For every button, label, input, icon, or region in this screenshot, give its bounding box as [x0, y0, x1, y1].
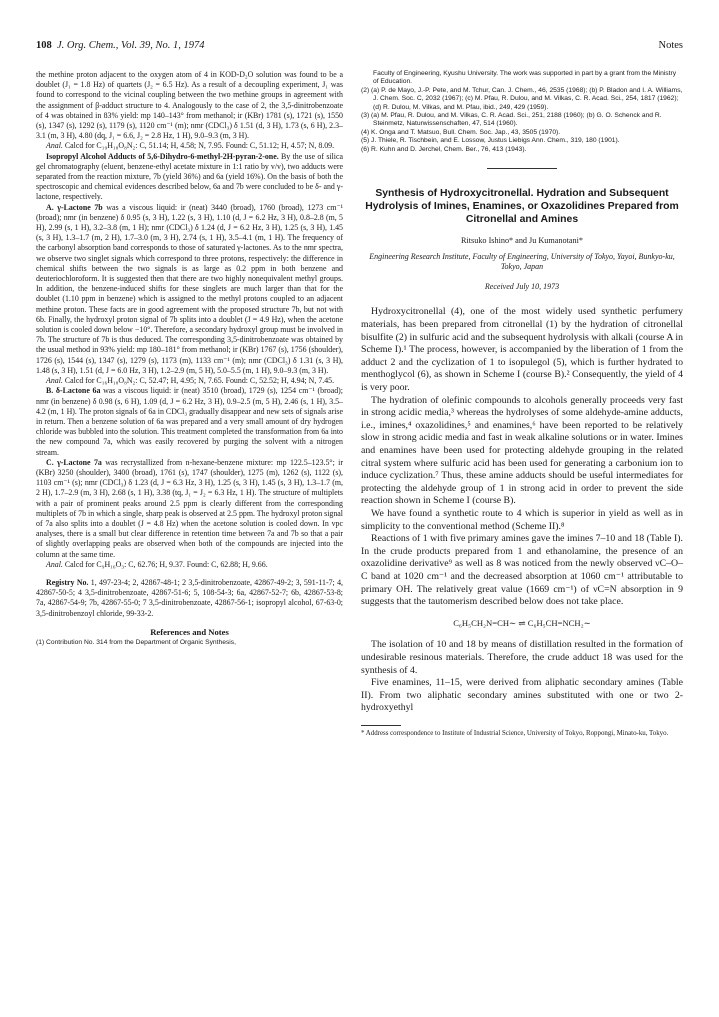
text: was a viscous liquid: ir (neat) 3440 (broad), 1760 (broad), 1273 cm⁻¹ (broad); nmr (in benzene) δ 0.95 (s, 3 H), 1.22 (s, 3 H), 1.10 (d, J = 6.2 Hz, 3 H), 0.8–2.8 (m, 5 H), 2.99 (s, 1 H), 3.2–3.8 (m, 1 H); nmr (CDCl₃) δ 1.24 (d, J = 6.2 Hz, 3 H), 1.25 (s, 3 H), 1.45 (s, 3 H), 1.3–1.7 (m, 2 H), 1.7–3.0 (m, 3 H), 2.74 (s, 1 H), 3.5–4.1 (m, 1 H). The frequency of the carbonyl absorption band corresponds to those of saturated γ-lactones. As to the nmr spectra, we observe two singlet signals which correspond to three protons, respectively: the difference in chemical shifts between the two signals is as large as 0.2 ppm in both benzene and deuteriochloroform. It is suggested then that there are two highly nonequivalent methyl groups. In addition, the benzene-induced shifts for these singlets are much larger than that for the doublet (1.10 ppm in benzene) which is assigned to the methyl protons coupled to an adjacent methine proton. These facts are in good agreement with the proposed structure 7b, but not with 6b. Finally, the hydroxyl proton signal of 7b splits into a doublet (J = 4.9 Hz), when the acetone solution is cooled down below −10°. Therefore, a secondary hydroxyl group must be involved in 7b. The structure of 7b is thus deduced. The corresponding 3,5-dinitrobenzoate was obtained by the usual method in 93% yield: mp 180–181° from methanol; ir (KBr) 1767 (s), 1756 (shoulder), 1726 (s), 1544 (s), 1347 (s), 1279 (s), 1173 (m), 1133 cm⁻¹ (m); nmr (CDCl₃) δ 1.31 (s, 3 H), 1.48 (s, 3 H), 1.51 (d, J = 6.0 Hz, 3 H), 1.2–2.9 (m, 5 H), 5.0–5.5 (m, 1 H), 9.0–9.3 (m, 3 H). [36, 202, 343, 375]
left-column [36, 70, 343, 647]
page-header [36, 40, 683, 60]
section-paragraph [36, 203, 343, 376]
footnote: * Address correspondence to Institute of Industrial Science, University of Tokyo, Roppongi, Minato-ku, Tokyo. [361, 729, 669, 737]
registry-paragraph [36, 578, 343, 619]
affiliation: Engineering Research Institute, Faculty of Engineering, University of Tokyo, Yayoi, Bunkyo-ku, Tokyo, Japan [369, 252, 675, 272]
references-continued [361, 70, 683, 154]
article-title: Synthesis of Hydroxycitronellal. Hydration and Subsequent Hydrolysis of Imines, Enamines, or Oxazolidines Prepared from Citronellal and Amines [365, 188, 679, 226]
references-heading: References and Notes [150, 626, 229, 637]
received-date: Received July 10, 1973 [484, 282, 560, 292]
section-name: Notes [658, 40, 683, 51]
reference-item: (4) K. Onga and T. Matsuo, Bull. Chem. Soc. Jap., 43, 3505 (1970). [361, 128, 561, 136]
page-number: 108 [36, 40, 52, 51]
paragraph: The hydration of olefinic compounds to alcohols generally proceeds very fast in strong acidic media,³ whereas the hydrolyses of some aldehyde-amine adducts, i.e., imines,⁴ oxazolidines,⁵ and enamines,⁶ have been reported to be relatively slow in strong acidic media and fast in weak alkaline solutions or in water. Imines and enamines have been used for protecting aldehyde grouping in the related citral system where sulfuric acid has been used for generating a carbonium ion to induce cyclization.⁷ Thus, these amine adducts should be useful intermediates for protecting the aldehyde group of 1 in strong acid in order to prevent the side reaction shown in Scheme I (course B). [361, 394, 683, 507]
analysis-paragraph [36, 376, 343, 386]
section-heading: Isopropyl Alcohol Adducts of 5,6-Dihydro-6-methyl-2H-pyran-2-one. [46, 151, 279, 161]
section-paragraph [36, 458, 343, 560]
text: Calcd for C₁₉H₁₈O₈N₂: C, 51.14; H, 4.58; N, 7.95. Found: C, 51.12; H, 4.57; N, 8.09. [64, 141, 335, 151]
section-divider [487, 168, 557, 169]
section-heading: B. δ-Lactone 6a [46, 386, 101, 396]
section-paragraph [36, 386, 343, 457]
article-body [361, 306, 683, 714]
paragraph: The isolation of 10 and 18 by means of distillation resulted in the formation of undesirable resinous materials. Therefore, the crude adduct 18 was used for the synthesis of 4. [361, 639, 683, 676]
label: Anal. [46, 376, 63, 386]
text: was a viscous liquid: ir (neat) 3510 (broad), 1729 (s), 1254 cm⁻¹ (broad); nmr (in benzene) δ 0.98 (s, 6 H), 1.09 (d, J = 6.2 Hz, 3 H), 0.9–2.5 (m, 5 H), 2.46 (s, 1 H), 3.5–4.2 (m, 1 H). The proton signals of 6a in CDCl₃ gradually disappear and new sets of signals arise in return. Then a benzene solution of 6a was prepared and a very small amount of dry hydrogen chloride was bubbled into the solution. This treatment completed the transformation from 6a into the new compound 7a, which was easily recovered by purging the solvent with a nitrogen stream. [36, 386, 343, 457]
paragraph: Hydroxycitronellal (4), one of the most widely used synthetic perfumery materials, has been prepared from citronellal (1) by the hydration of citronellal bisulfite (2) in sulfuric acid and the subsequent hydrolysis with alkali (course A in Scheme I).¹ The process, however, is accompanied by the liberation of 1 from the adduct 2 and the cyclization of 1 to isopulegol (5), which is further hydrated to menthoglycol (6), as shown in Scheme I (course B).² Consequently, the yield of 4 is very poor. [361, 306, 683, 394]
text: By the use of silica gel chromatography (eluent, benzene-ethyl acetate mixture in 1:1 ratio by v/v), two adducts were separated from the reaction mixture, 7b (yield 36%) and 6a (yield 16%). On the basis of both the spectroscopic and chemical evidences described below, 6a and 7b were concluded to be δ- and γ-lactone, respectively. [36, 151, 343, 202]
registry-text: 1, 497-23-4; 2, 42867-48-1; 2 3,5-dinitrobenzoate, 42867-49-2; 3, 591-11-7; 4, 42867-50-5; 4 3,5-dinitrobenzoate, 42867-51-6; 5, 108-54-3; 6a, 42867-52-7; 6b, 42867-53-8; 7a, 42867-54-9; 7b, 42867-55-0; 7 3,5-dinitrobenzoate, 42867-56-1; isopropyl alcohol, 67-63-0; 3,5-dinitrobenzoyl chloride, 99-33-2. [36, 577, 343, 618]
text: was recrystallized from n-hexane-benzene mixture: mp 122.5–123.5°; ir (KBr) 3250 (shoulder), 3400 (broad), 1761 (s), 1747 (shoulder), 1275 (m), 1262 (s), 1122 (s), 1103 cm⁻¹ (s); nmr (CDCl₃) δ 1.23 (d, J = 6.3 Hz, 3 H), 1.25 (s, 3 H), 1.45 (s, 3 H), 1.3–1.7 (m, 2 H), 1.7–2.9 (m, 3 H), 2.68 (s, 1 H), 3.38 (tq, J₁ = J₂ = 6.3 Hz, 1 H). The structure of multiplets with a pair of prominent peaks around 2.5 ppm is clearly different from the corresponding multiplets of 7b in which a single, sharp peak is observed at 2.5 ppm. The hydroxyl proton signal of 7a also splits into a doublet (J = 4.8 Hz) when the acetone solution is cooled down. In vpc analyses, there is a small but clear difference in retention time between 7a and 7b so that a pair of slightly overlapping peaks are observed when both of the compounds are injected into the column at the same time. [36, 457, 343, 559]
reference-item: (3) (a) M. Pfau, R. Dulou, and M. Vilkas, C. R. Acad. Sci., 251, 2188 (1960); (b) G. O. Schenck and R. Steinmetz, Naturwissenschaften, 47, 514 (1960). [361, 112, 662, 128]
label: Anal. [46, 141, 63, 151]
reference-item: Faculty of Engineering, Kyushu University. The work was supported in part by a grant from the Ministry of Education. [373, 70, 677, 86]
section-paragraph [36, 152, 343, 203]
footnote-rule [361, 725, 401, 726]
reference-item: (5) J. Thiele, R. Tischbein, and E. Lossow, Justus Liebigs Ann. Chem., 319, 180 (1901). [361, 137, 620, 145]
paragraph: Five enamines, 11–15, were derived from aliphatic secondary amines (Table II). From two aliphatic secondary amines substituted with one or two 2-hydroxyethyl [361, 677, 683, 714]
reference-item: (2) (a) P. de Mayo, J.-P. Pete, and M. Tchur, Can. J. Chem., 46, 2535 (1968); (b) P. Bladon and I. A. Williams, J. Chem. Soc. C, 2032 (1967); (c) M. Pfau, R. Dulou, and M. Vilkas, C. R. Acad. Sci., 254, 1817 (1962); (d) R. Dulou, M. Vilkas, and M. Pfau, ibid., 249, 429 (1959). [361, 86, 683, 111]
references-list [36, 639, 343, 647]
right-column [361, 70, 683, 738]
paragraph: We have found a synthetic route to 4 which is superior in yield as well as in simplicity to the conventional method (Scheme II).⁸ [361, 507, 683, 532]
header-left [36, 40, 204, 51]
text: Calcd for C₉H₁₆O₃: C, 62.76; H, 9.37. Found: C, 62.88; H, 9.66. [64, 559, 268, 569]
journal-citation: J. Org. Chem., Vol. 39, No. 1, 1974 [57, 40, 205, 51]
text: Calcd for C₁₆H₁₈O₈N₂: C, 52.47; H, 4.95; N, 7.65. Found: C, 52.52; H, 4.94; N, 7.45. [64, 376, 335, 386]
section-heading: C. γ-Lactone 7a [46, 457, 102, 467]
registry-heading: Registry No. [46, 577, 89, 587]
reference-item: (6) R. Kuhn and D. Jerchel, Chem. Ber., 76, 413 (1943). [361, 145, 527, 153]
tautomerism-equation: C₆H₅CH₂N=CH∼ ⇌ C₆H₅CH=NCH₂∼ [453, 617, 591, 628]
paragraph: Reactions of 1 with five primary amines gave the imines 7–10 and 18 (Table I). In the crude products prepared from 1 and ethanolamine, the presence of an oxazolidine derivative⁹ as well as 8 was noticed from the newly observed νC–O–C band at 1020 cm⁻¹ and the decreased absorption at 1060 cm⁻¹ attributable to primary OH. The relatively great value (1669 cm⁻¹) of νC=N absorption in 9 suggests that the tautomerism described below does not take place. [361, 533, 683, 608]
analysis-paragraph [36, 141, 343, 151]
authors: Ritsuko Ishino* and Ju Kumanotani* [461, 236, 583, 246]
analysis-paragraph [36, 560, 343, 570]
section-heading: A. γ-Lactone 7b [46, 202, 103, 212]
label: Anal. [46, 559, 63, 569]
paragraph: the methine proton adjacent to the oxygen atom of 4 in KOD-D₂O solution was found to be a doublet (J₁ = 1.8 Hz) of quartets (J₂ = 6.5 Hz). As a result of a decoupling experiment, J₁ was found to correspond to the vicinal coupling between the two methine groups in agreement with the assignment of β-adduct structure to 4. Analogously to the case of 2, the 3,5-dinitrobenzoate of 4 was obtained in 83% yield: mp 140–143° from methanol; ir (KBr) 1781 (s), 1721 (s), 1550 (s), 1347 (s), 1292 (s), 1179 (s), 1120 cm⁻¹ (m); nmr (CDCl₃) δ 1.51 (d, 3 H), 1.73 (s, 6 H), 2.3–3.1 (m, 3 H), 4.80 (dq, J₁ = 6.6, J₂ = 2.8 Hz, 1 H), 9.0–9.3 (m, 3 H). [36, 70, 343, 141]
reference-item: (1) Contribution No. 314 from the Department of Organic Synthesis, [36, 638, 236, 646]
